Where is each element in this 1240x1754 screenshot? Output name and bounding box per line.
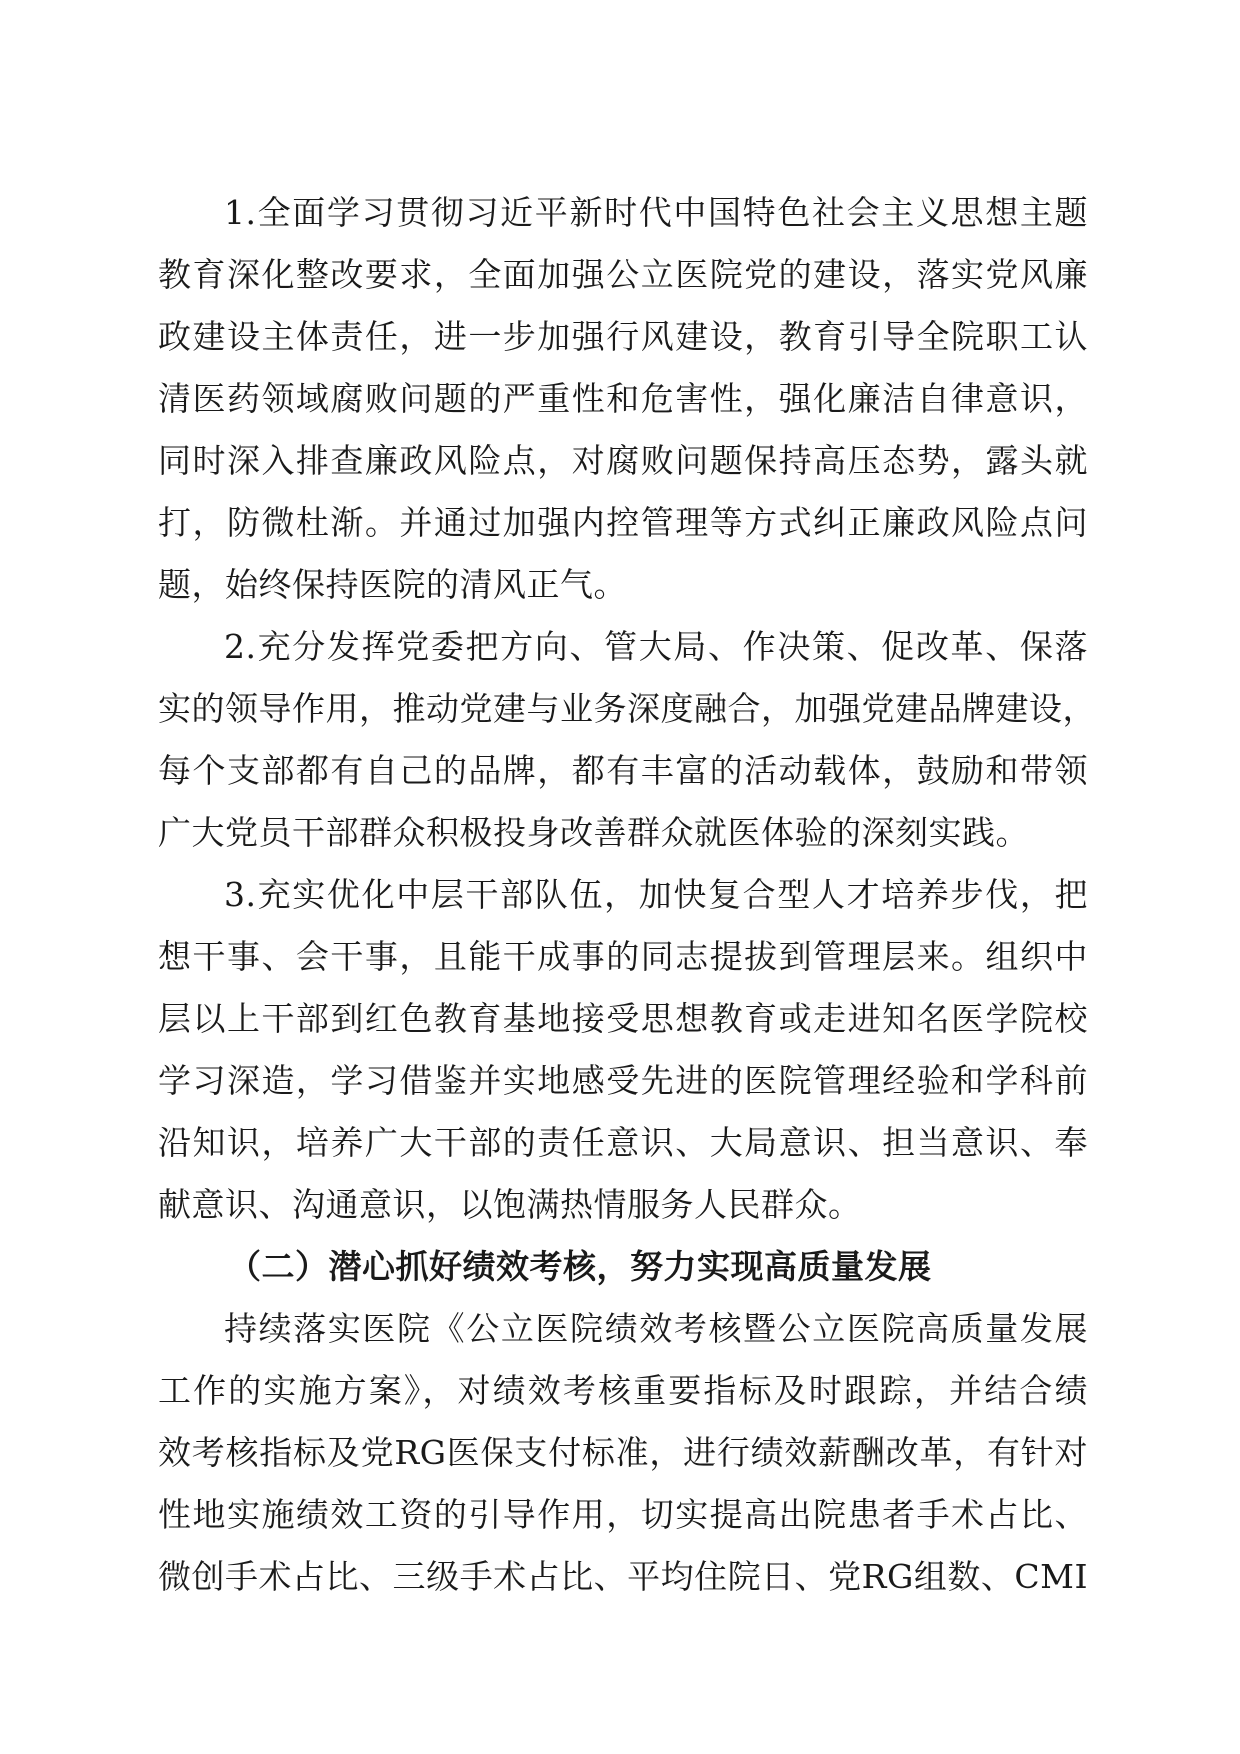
paragraph-4-line-4: 性地实施绩效工资的引导作用，切实提高出院患者手术占比、 — [158, 1495, 1088, 1534]
paragraph-3-line-3: 层以上干部到红色教育基地接受思想教育或走进知名医学院校 — [158, 999, 1088, 1038]
paragraph-2-line-2: 实的领导作用，推动党建与业务深度融合，加强党建品牌建设， — [158, 689, 1096, 728]
paragraph-1-line-4: 清医药领域腐败问题的严重性和危害性，强化廉洁自律意识， — [158, 379, 1088, 418]
paragraph-3-line-5: 沿知识，培养广大干部的责任意识、大局意识、担当意识、奉 — [158, 1123, 1088, 1162]
paragraph-1-line-5: 同时深入排查廉政风险点，对腐败问题保持高压态势，露头就 — [158, 441, 1088, 480]
paragraph-3-line-4: 学习深造，学习借鉴并实地感受先进的医院管理经验和学科前 — [158, 1061, 1088, 1100]
paragraph-1-line-7: 题，始终保持医院的清风正气。 — [158, 565, 627, 604]
paragraph-2-line-1: 2.充分发挥党委把方向、管大局、作决策、促改革、保落 — [224, 627, 1088, 666]
paragraph-1-line-2: 教育深化整改要求，全面加强公立医院党的建设，落实党风廉 — [158, 255, 1088, 294]
paragraph-1-line-6: 打，防微杜渐。并通过加强内控管理等方式纠正廉政风险点问 — [158, 503, 1088, 542]
paragraph-2-line-4: 广大党员干部群众积极投身改善群众就医体验的深刻实践。 — [158, 813, 1029, 852]
paragraph-3-line-2: 想干事、会干事，且能干成事的同志提拔到管理层来。组织中 — [158, 937, 1088, 976]
paragraph-4-line-5: 微创手术占比、三级手术占比、平均住院日、党RG组数、CMI — [158, 1557, 1088, 1596]
section-heading: （二）潜心抓好绩效考核，努力实现高质量发展 — [228, 1247, 932, 1286]
paragraph-2-line-3: 每个支部都有自己的品牌，都有丰富的活动载体，鼓励和带领 — [158, 751, 1088, 790]
paragraph-1-line-1: 1.全面学习贯彻习近平新时代中国特色社会主义思想主题 — [224, 193, 1088, 232]
paragraph-4-line-2: 工作的实施方案》，对绩效考核重要指标及时跟踪，并结合绩 — [158, 1371, 1088, 1410]
paragraph-4-line-3: 效考核指标及党RG医保支付标准，进行绩效薪酬改革，有针对 — [158, 1433, 1088, 1472]
paragraph-4-line-1: 持续落实医院《公立医院绩效考核暨公立医院高质量发展 — [224, 1309, 1088, 1348]
paragraph-3-line-6: 献意识、沟通意识，以饱满热情服务人民群众。 — [158, 1185, 862, 1224]
paragraph-3-line-1: 3.充实优化中层干部队伍，加快复合型人才培养步伐，把 — [224, 875, 1088, 914]
paragraph-1-line-3: 政建设主体责任，进一步加强行风建设，教育引导全院职工认 — [158, 317, 1088, 356]
